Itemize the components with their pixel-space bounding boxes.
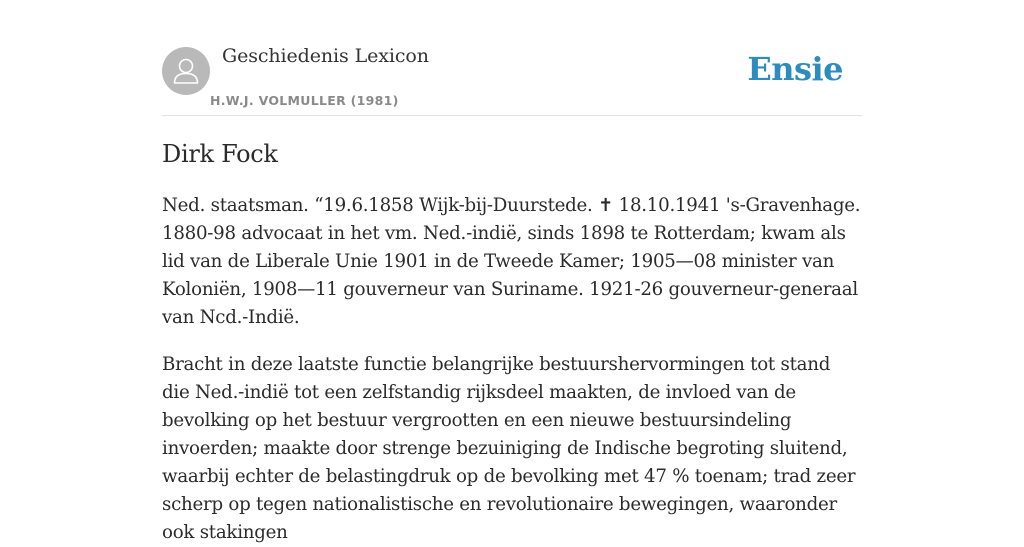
article-paragraph: Ned. staatsman. “19.6.1858 Wijk-bij-Duurstede. ✝ 18.10.1941 's-Gravenhage. 1880-98 advocaat in het vm. Ned.-indië, sinds 1898 te Rotterdam; kwam als lid van de Liberale Unie 1901 in de Tweede Kamer; 1905—08 minister van Koloniën, 1908—11 gouverneur van Suriname. 1921-26 gouverneur-generaal van Ncd.-Indië. <box>162 195 861 328</box>
source-header <box>162 0 862 116</box>
brand-logo[interactable]: Ensie <box>747 50 843 88</box>
user-placeholder-icon[interactable] <box>162 47 210 95</box>
source-title[interactable]: Geschiedenis Lexicon <box>222 45 429 67</box>
article-title: Dirk Fock <box>162 140 278 168</box>
avatar-silhouette <box>162 47 210 95</box>
article <box>162 136 862 547</box>
article-paragraph: Bracht in deze laatste functie belangrijke bestuurshervormingen tot stand die Ned.-indië tot een zelfstandig rijksdeel maakten, de invloed van de bevolking op het bestuur vergrootten en een nieuwe bestuursindeling invoerden; maakte door strenge bezuiniging de Indische begroting sluitend, waarbij echter de belastingdruk op de bevolking met 47 % toenam; trad zeer scherp op tegen nationalistische en revolutionaire bewegingen, waaronder ook stakingen <box>162 354 856 543</box>
source-author[interactable]: H.W.J. VOLMULLER (1981) <box>210 93 399 108</box>
